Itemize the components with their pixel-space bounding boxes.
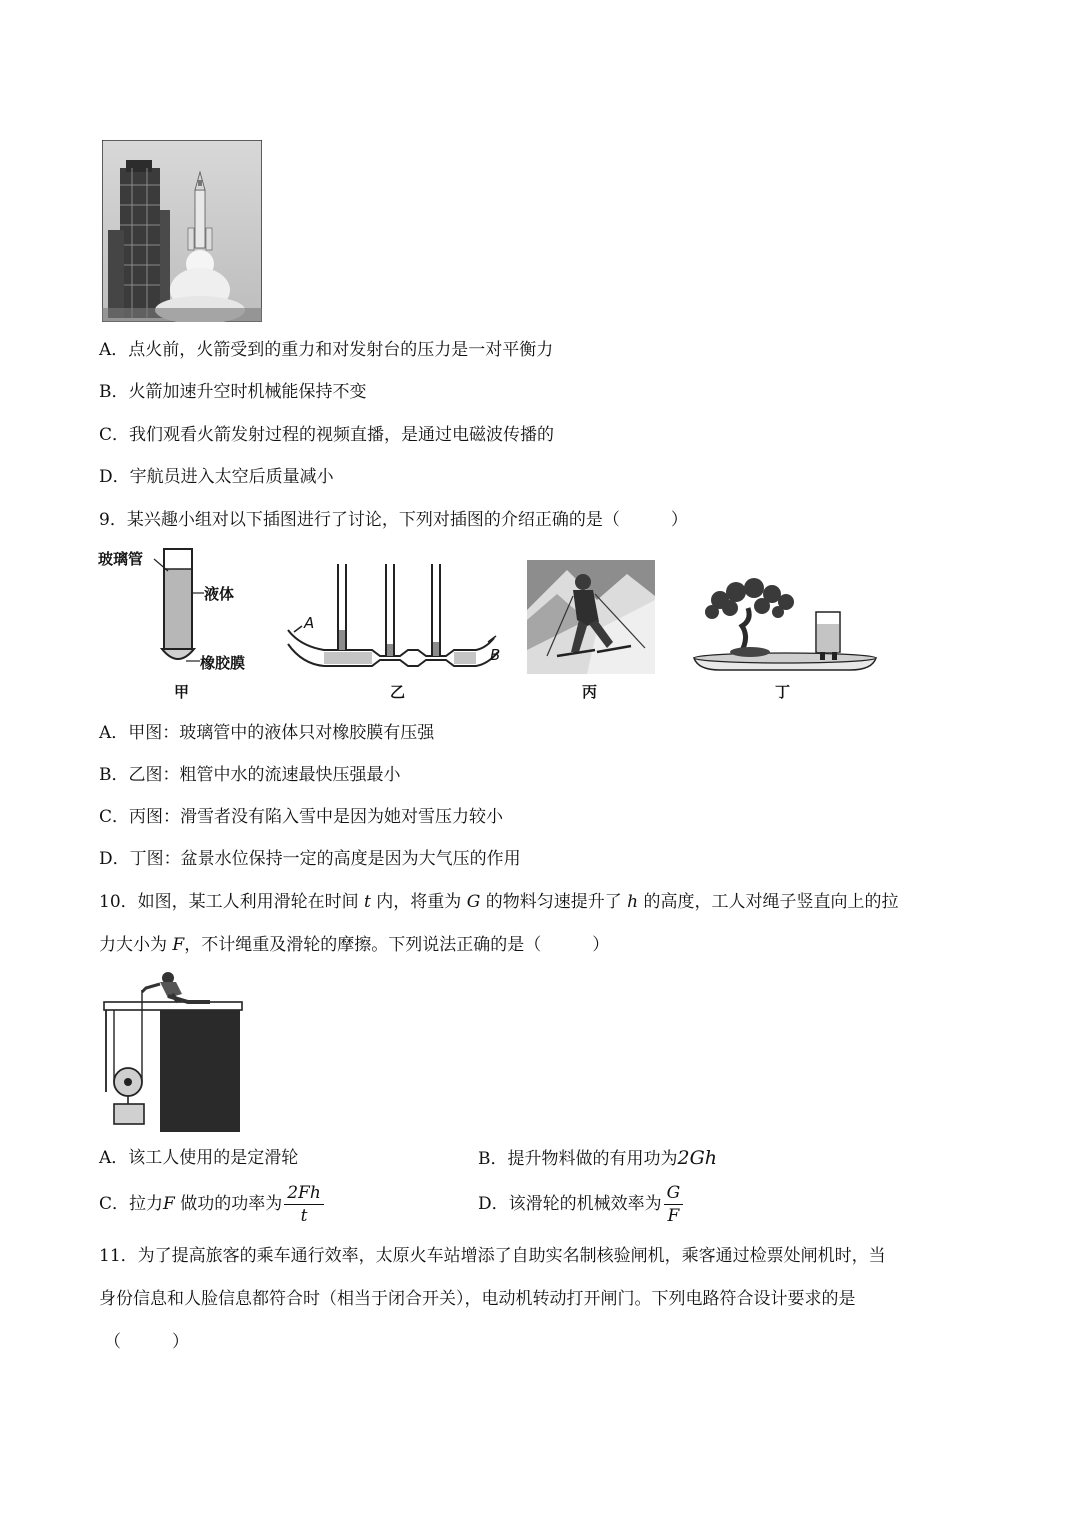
fraction-denominator: t [300, 1206, 308, 1226]
q9-option-d[interactable]: D．丁图：盆景水位保持一定的高度是因为大气压的作用 [99, 849, 521, 869]
q10-option-d-fraction [664, 1182, 684, 1227]
rocket-launch-photo [102, 140, 262, 322]
q8-option-c[interactable]: C．我们观看火箭发射过程的视频直播，是通过电磁波传播的 [99, 425, 555, 445]
q10-option-b-text: B．提升物料做的有用功为 [478, 1149, 678, 1169]
q10-stem-text: 内，将重为 [376, 892, 462, 912]
q10-option-c[interactable] [99, 1180, 324, 1228]
var-t: t [364, 892, 371, 912]
q10-stem-line1 [99, 890, 898, 914]
figure-bing-skier-photo [527, 560, 655, 674]
q10-stem-text: 力大小为 [99, 935, 167, 955]
var-f: F [163, 1194, 175, 1214]
fraction-numerator: G [664, 1182, 684, 1205]
q9-option-c[interactable]: C．丙图：滑雪者没有陷入雪中是因为她对雪压力较小 [99, 807, 504, 827]
q11-stem-line2: 身份信息和人脸信息都符合时（相当于闭合开关），电动机转动打开闸门。下列电路符合设计要求的是 [99, 1289, 856, 1309]
caption-bing: 丙 [582, 683, 598, 701]
q10-option-d[interactable] [478, 1180, 683, 1228]
q8-option-a[interactable]: A．点火前，火箭受到的重力和对发射台的压力是一对平衡力 [99, 340, 554, 360]
q10-stem-text: 的物料匀速提升了 [485, 892, 622, 912]
fraction-numerator: 2Fh [284, 1182, 324, 1205]
q10-option-c-text: C．拉力 [99, 1194, 164, 1214]
q11-stem-line3: （ ） [104, 1332, 189, 1352]
fraction-denominator: F [667, 1206, 680, 1226]
caption-ding: 丁 [775, 683, 791, 701]
q8-option-d[interactable]: D．宇航员进入太空后质量减小 [99, 467, 334, 487]
q10-option-a[interactable]: A．该工人使用的是定滑轮 [99, 1148, 299, 1168]
q10-option-c-text: 做功的功率为 [180, 1194, 283, 1214]
figure-ding-bonsai [690, 578, 880, 678]
caption-jia: 甲 [174, 683, 190, 701]
q11-stem-line1: 11．为了提高旅客的乘车通行效率，太原火车站增添了自助实名制核验闸机，乘客通过检票处闸机时，当 [99, 1246, 886, 1266]
label-b: B [490, 646, 501, 664]
var-h: h [627, 892, 639, 912]
label-a: A [304, 614, 315, 632]
q8-option-b[interactable]: B．火箭加速升空时机械能保持不变 [99, 382, 367, 402]
q10-option-c-fraction [284, 1182, 324, 1227]
q9-option-a[interactable]: A．甲图：玻璃管中的液体只对橡胶膜有压强 [99, 723, 435, 743]
var-f: F [172, 935, 185, 955]
label-glass-tube: 玻璃管 [98, 550, 144, 568]
label-rubber-membrane: 橡胶膜 [200, 654, 246, 672]
q10-stem-text: 的高度，工人对绳子竖直向上的拉 [643, 892, 899, 912]
q10-option-d-text: D．该滑轮的机械效率为 [478, 1194, 662, 1214]
q10-option-b-expr: 2Gh [677, 1147, 718, 1169]
q10-option-b[interactable] [478, 1146, 717, 1171]
figure-worker-pulley [102, 972, 244, 1134]
caption-yi: 乙 [390, 683, 406, 701]
q10-stem-text: ，不计绳重及滑轮的摩擦。下列说法正确的是（ ） [184, 935, 610, 955]
q9-option-b[interactable]: B．乙图：粗管中水的流速最快压强最小 [99, 765, 401, 785]
var-g: G [466, 892, 481, 912]
q10-stem-text: 10．如图，某工人利用滑轮在时间 [99, 892, 359, 912]
q10-stem-line2 [99, 933, 609, 957]
label-liquid: 液体 [204, 585, 235, 603]
figure-yi-venturi-pipe [280, 560, 510, 680]
q9-stem: 9．某兴趣小组对以下插图进行了讨论，下列对插图的介绍正确的是（ ） [99, 510, 688, 530]
